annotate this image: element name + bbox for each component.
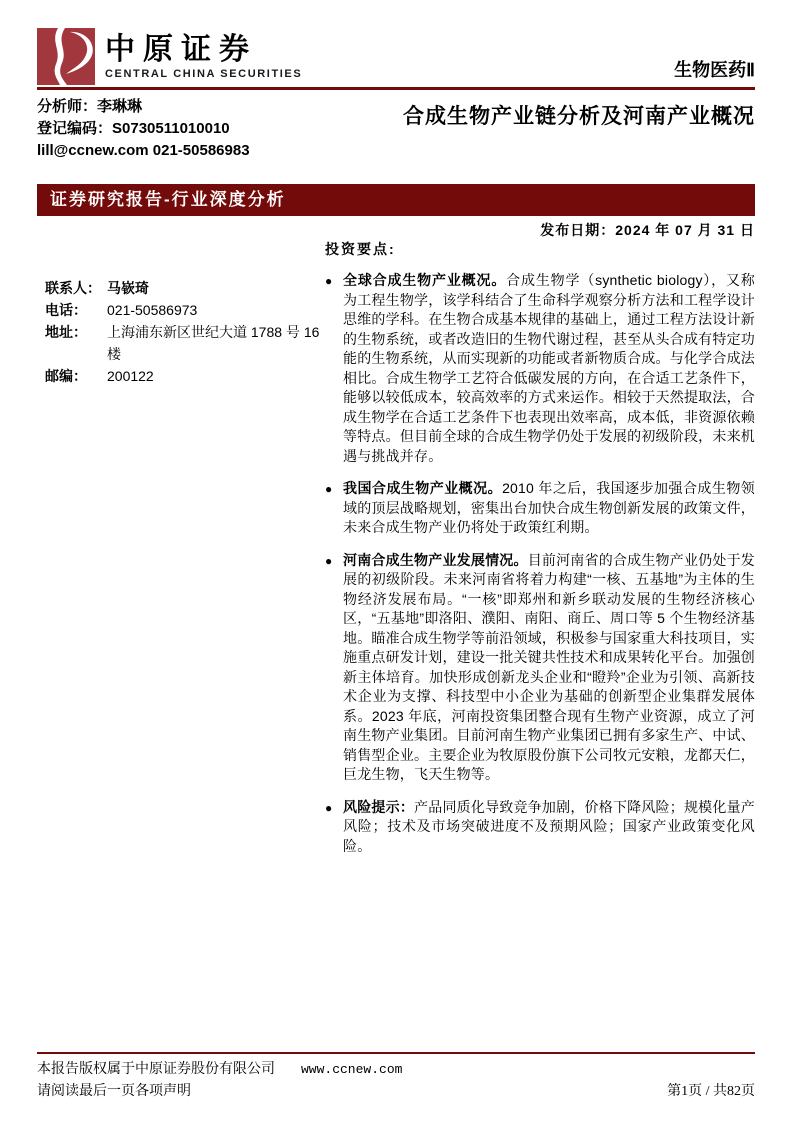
contact-row-address xyxy=(45,321,325,365)
contact-row-person xyxy=(45,277,325,299)
list-item xyxy=(325,798,755,857)
bullet-body: 2010 年之后，我国逐步加强合成生物领域的顶层战略规划，密集出台加快合成生物创新发展的政策文件，未来合成生物产业仍将处于政策红利期。 xyxy=(343,480,755,535)
contact-label: 联系人： xyxy=(45,280,101,296)
list-item xyxy=(325,479,755,538)
body-columns xyxy=(37,239,755,869)
contact-row-phone xyxy=(45,299,325,321)
bullet-text xyxy=(343,551,755,785)
logo-brush-icon xyxy=(37,28,95,85)
analyst-info xyxy=(37,96,250,162)
footer-copyright-row xyxy=(37,1060,755,1080)
contact-value: 021-50586973 xyxy=(107,302,198,318)
contact-value: 马嵚琦 xyxy=(107,280,149,296)
bullet-body: 产品同质化导致竞争加剧，价格下降风险；规模化量产风险；技术及市场突破进度不及预期风险；国家产业政策变化风险。 xyxy=(343,798,755,854)
bullet-text xyxy=(343,271,755,466)
contact-label: 电话： xyxy=(45,302,87,318)
contact-value: 200122 xyxy=(107,368,154,384)
bullet-lead: 全球合成生物产业概况。 xyxy=(343,272,507,288)
bullet-icon: ● xyxy=(325,482,333,496)
section-title: 投资要点: xyxy=(325,241,396,257)
disclaimer-text: 请阅读最后一页各项声明 xyxy=(37,1084,191,1099)
contact-label: 地址： xyxy=(45,324,87,340)
header xyxy=(37,28,755,85)
list-item xyxy=(325,551,755,785)
list-item xyxy=(325,271,755,466)
publish-date: 发布日期：2024 年 07 月 31 日 xyxy=(540,222,755,238)
footer-disclaimer-row xyxy=(37,1082,755,1102)
company-logo xyxy=(37,28,302,85)
contact-row-zipcode xyxy=(45,365,325,387)
header-bottom xyxy=(37,96,755,162)
report-type-banner: 证券研究报告-行业深度分析 xyxy=(37,184,755,216)
header-divider xyxy=(37,87,755,90)
website-link: www.ccnew.com xyxy=(301,1062,403,1077)
page-number: 第1页 / 共82页 xyxy=(667,1084,755,1099)
bullet-body: 合成生物学（synthetic biology），又称为工程生物学，该学科结合了生命科学观察分析方法和工程学设计思维的学科。在生物合成基本规律的基础上，通过工程方法设计新的生物系统，或者改造旧的生物代谢过程，甚至从头合成有特定功能的生物系统，从而实现新的功能或者新物质合成。与化学合成法相比。合成生物学工艺符合低碳发展的方向，在合适工艺条件下，能够以较低成本，较高效率的方式来运作。相较于天然提取法，合成生物学在合适工艺条件下也表现出效率高，成本低，非资源依赖等特点。但目前全球的合成生物学仍处于发展的初级阶段，未来机遇与挑战并存。 xyxy=(343,272,756,464)
bullet-lead: 河南合成生物产业发展情况。 xyxy=(343,551,528,568)
main-content xyxy=(325,239,755,869)
logo-cn-name: 中原证券 xyxy=(105,33,257,66)
bullet-lead: 我国合成生物产业概况。 xyxy=(343,480,503,496)
footer-divider xyxy=(37,1052,755,1054)
copyright-text: 本报告版权属于中原证券股份有限公司 xyxy=(37,1062,275,1077)
report-title: 合成生物产业链分析及河南产业概况 xyxy=(403,105,755,128)
contact-value: 上海浦东新区世纪大道 1788 号 16 楼 xyxy=(107,324,320,362)
logo-en-name: CENTRAL CHINA SECURITIES xyxy=(105,68,303,80)
bullet-text xyxy=(343,479,755,538)
analyst-contact-line: lill@ccnew.com 021-50586983 xyxy=(37,142,250,159)
logo-text xyxy=(105,33,302,80)
bullet-lead: 风险提示： xyxy=(343,798,415,815)
analyst-reg-line: 登记编码：S0730511010010 xyxy=(37,120,230,137)
page-footer xyxy=(37,1052,755,1102)
bullet-icon: ● xyxy=(325,274,333,288)
bullet-icon: ● xyxy=(325,800,333,815)
bullet-body: 目前河南省的合成生物产业仍处于发展的初级阶段。未来河南省将着力构建“一核、五基地”为主体的生物经济发展布局。“一核”即郑州和新乡联动发展的生物经济核心区，“五基地”即洛阳、濮阳、南阳、商丘、周口等 5 个生物经济基地。瞄准合成生物学等前沿领域，积极参与国家重大科技项目，实施重点研发计划，建设一批关键共性技术和成果转化平台。加强创新主体培育。加快形成创新龙头企业和“瞪羚”企业为引领、高新技术企业为支撑、科技型中小企业为基础的创新型企业集群发展体系。2023 年底，河南投资集团整合现有生物产业资源，成立了河南生物产业集团。目前河南生物产业集团已拥有多家生产、中试、销售型企业。主要企业为牧原股份旗下公司牧元安粮，龙都天仁，巨龙生物，飞天生物等。 xyxy=(343,551,755,782)
analyst-name-line: 分析师：李琳琳 xyxy=(37,98,143,115)
industry-category: 生物医药Ⅱ xyxy=(674,60,755,81)
bullet-text xyxy=(343,798,755,857)
key-points-list xyxy=(325,271,755,856)
contact-sidebar xyxy=(37,239,325,869)
contact-label: 邮编： xyxy=(45,368,87,384)
bullet-icon: ● xyxy=(325,553,333,568)
